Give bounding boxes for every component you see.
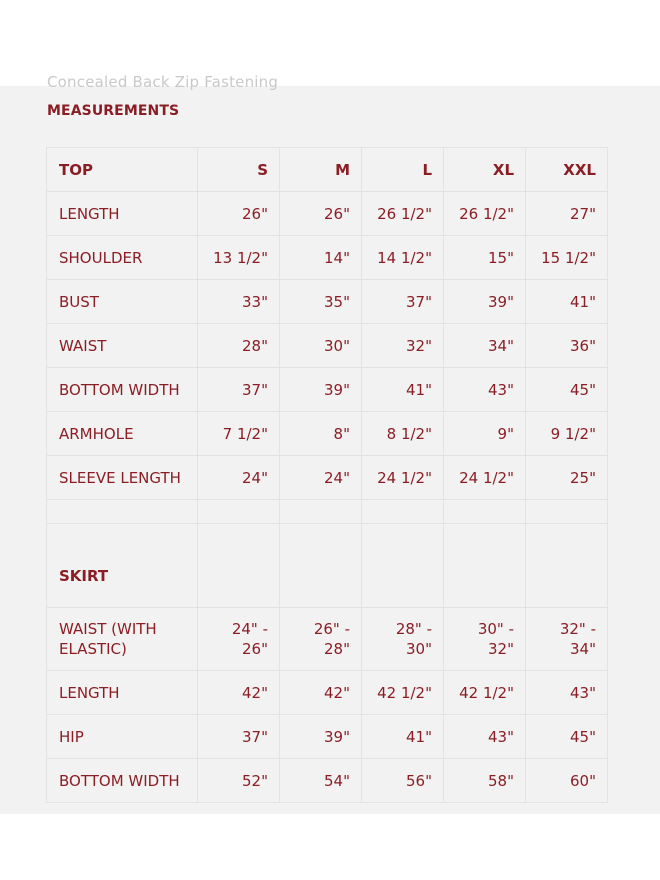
cell-value: 41"	[362, 368, 444, 412]
cell-value: 26 1/2"	[362, 192, 444, 236]
row-label: BUST	[47, 280, 198, 324]
cell-value: 32" - 34"	[526, 608, 608, 671]
cell-value: 39"	[280, 368, 362, 412]
table-row	[47, 456, 608, 500]
row-label: WAIST	[47, 324, 198, 368]
cell-value: 42"	[198, 671, 280, 715]
cell-value: 39"	[444, 280, 526, 324]
table-row	[47, 759, 608, 803]
cell-value: 41"	[526, 280, 608, 324]
cell-value: 24"	[198, 456, 280, 500]
table-row	[47, 715, 608, 759]
cell-value: 26" - 28"	[280, 608, 362, 671]
cell-value: 8"	[280, 412, 362, 456]
cell-value: 45"	[526, 715, 608, 759]
cell-value: 37"	[198, 368, 280, 412]
cell-value: 7 1/2"	[198, 412, 280, 456]
size-header: XL	[444, 148, 526, 192]
cell-value: 30"	[280, 324, 362, 368]
cell-value: 24 1/2"	[444, 456, 526, 500]
cell-value: 42"	[280, 671, 362, 715]
cell-value: 9 1/2"	[526, 412, 608, 456]
cell-value: 42 1/2"	[362, 671, 444, 715]
table-row	[47, 368, 608, 412]
cell-value: 41"	[362, 715, 444, 759]
row-label: BOTTOM WIDTH	[47, 368, 198, 412]
cell-value: 24" - 26"	[198, 608, 280, 671]
cell-value: 9"	[444, 412, 526, 456]
size-header: XXL	[526, 148, 608, 192]
empty-cell	[198, 500, 280, 524]
empty-cell	[444, 500, 526, 524]
row-label: LENGTH	[47, 671, 198, 715]
cell-value: 28" - 30"	[362, 608, 444, 671]
empty-cell	[280, 524, 362, 608]
cell-value: 37"	[362, 280, 444, 324]
row-label: LENGTH	[47, 192, 198, 236]
cell-value: 34"	[444, 324, 526, 368]
table-row	[47, 280, 608, 324]
cell-value: 56"	[362, 759, 444, 803]
row-label: SLEEVE LENGTH	[47, 456, 198, 500]
cell-value: 26"	[280, 192, 362, 236]
spacer-row	[47, 500, 608, 524]
row-label: WAIST (WITH ELASTIC)	[47, 608, 198, 671]
cell-value: 39"	[280, 715, 362, 759]
cell-value: 36"	[526, 324, 608, 368]
row-label: BOTTOM WIDTH	[47, 759, 198, 803]
empty-cell	[198, 524, 280, 608]
measurements-heading: MEASUREMENTS	[47, 103, 180, 119]
empty-cell	[280, 500, 362, 524]
table-row	[47, 608, 608, 671]
cell-value: 14 1/2"	[362, 236, 444, 280]
table-row	[47, 236, 608, 280]
cell-value: 24"	[280, 456, 362, 500]
table-row	[47, 192, 608, 236]
cell-value: 27"	[526, 192, 608, 236]
cell-value: 14"	[280, 236, 362, 280]
cell-value: 35"	[280, 280, 362, 324]
size-header: M	[280, 148, 362, 192]
cell-value: 52"	[198, 759, 280, 803]
cutoff-text: Concealed Back Zip Fastening	[47, 73, 279, 91]
size-header: S	[198, 148, 280, 192]
row-label: SHOULDER	[47, 236, 198, 280]
cell-value: 15"	[444, 236, 526, 280]
cell-value: 30" - 32"	[444, 608, 526, 671]
table-row	[47, 324, 608, 368]
row-label: ARMHOLE	[47, 412, 198, 456]
empty-cell	[362, 524, 444, 608]
table-row	[47, 412, 608, 456]
table-row	[47, 671, 608, 715]
row-label: HIP	[47, 715, 198, 759]
cell-value: 43"	[444, 368, 526, 412]
cell-value: 8 1/2"	[362, 412, 444, 456]
cell-value: 43"	[444, 715, 526, 759]
cell-value: 24 1/2"	[362, 456, 444, 500]
empty-cell	[526, 500, 608, 524]
cell-value: 54"	[280, 759, 362, 803]
cell-value: 37"	[198, 715, 280, 759]
cell-value: 33"	[198, 280, 280, 324]
cell-value: 28"	[198, 324, 280, 368]
cell-value: 45"	[526, 368, 608, 412]
cell-value: 25"	[526, 456, 608, 500]
cell-value: 42 1/2"	[444, 671, 526, 715]
cell-value: 60"	[526, 759, 608, 803]
cell-value: 58"	[444, 759, 526, 803]
top-header-row	[47, 148, 608, 192]
empty-cell	[444, 524, 526, 608]
skirt-header-row	[47, 524, 608, 608]
size-header: L	[362, 148, 444, 192]
cell-value: 43"	[526, 671, 608, 715]
section-label-skirt: SKIRT	[47, 524, 198, 608]
cell-value: 32"	[362, 324, 444, 368]
empty-cell	[526, 524, 608, 608]
empty-cell	[362, 500, 444, 524]
cell-value: 15 1/2"	[526, 236, 608, 280]
measurements-panel	[0, 73, 660, 814]
cell-value: 13 1/2"	[198, 236, 280, 280]
empty-cell	[47, 500, 198, 524]
cell-value: 26 1/2"	[444, 192, 526, 236]
section-label-top: TOP	[47, 148, 198, 192]
cell-value: 26"	[198, 192, 280, 236]
size-chart-table	[46, 147, 608, 803]
